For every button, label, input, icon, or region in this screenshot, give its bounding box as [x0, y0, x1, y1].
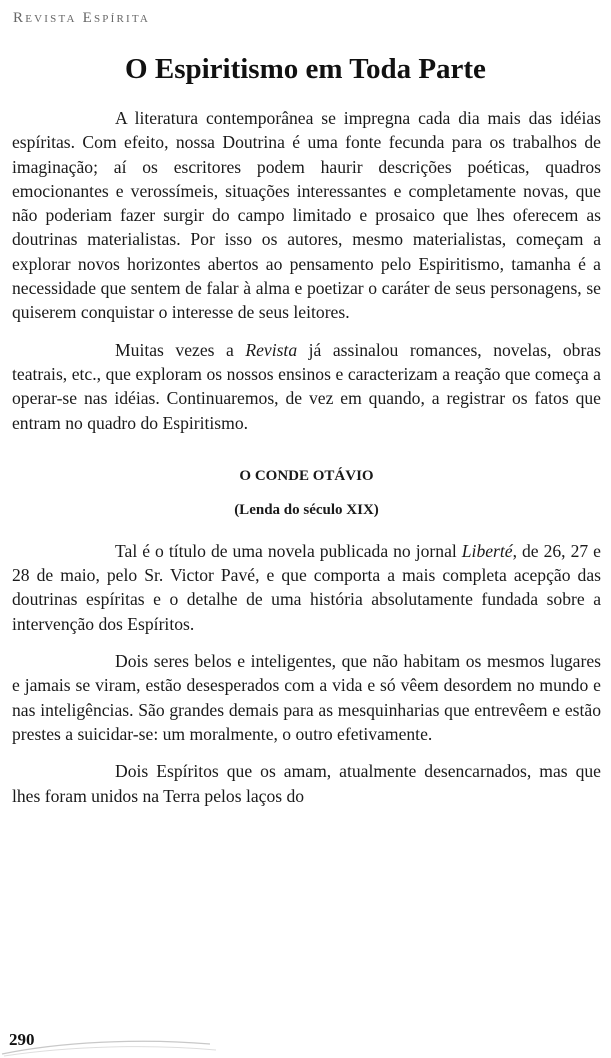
body-text [12, 106, 601, 808]
paragraph-4: Dois seres belos e inteligentes, que não habitam os mesmos lugares e jamais se viram, estão desesperados com a vida e só vêem desordem no mundo e nas inteligências. São grandes demais para as mesquinharias que entrevêem e estão prestes a suicidar-se: um moralmente, o outro efetivamente. [12, 651, 601, 744]
paragraph-1: A literatura contemporânea se impregna cada dia mais das idéias espíritas. Com efeito, nossa Doutrina é uma fonte fecunda para os trabalhos de imaginação; aí os escritores podem haurir descrições poéticas, quadros emocionantes e verossímeis, situações interessantes e completamente novas, que não poderiam fazer surgir do campo limitado e prosaico que lhes oferecem as doutrinas materialistas. Por isso os autores, mesmo materialistas, começam a explorar novos horizontes abertos ao pensamento pelo Espiritismo, tamanha é a necessidade que sentem de falar à alma e poetizar o caráter de seus personagens, se quiserem conquistar o interesse de seus leitores. [12, 108, 601, 323]
paragraph-2-italic: Revista [245, 339, 298, 360]
paragraph-2-text-after: já assinalou romances, novelas, obras teatrais, etc., que exploram os nossos ensinos e caracterizam a reação que começa a operar-se nas idéias. Continuaremos, de vez em quando, a registrar os fatos que entram no quadro do Espiritismo. [12, 339, 601, 433]
section-heading: O CONDE OTÁVIO [239, 467, 374, 484]
paragraph-2 [12, 338, 601, 435]
section-subheading: (Lenda do século XIX) [234, 501, 379, 518]
paragraph-5: Dois Espíritos que os amam, atualmente desencarnados, mas que lhes foram unidos na Terra pelos laços do [12, 761, 601, 806]
page-number: 290 [9, 1030, 35, 1049]
paragraph-3-text-after: , de 26, 27 e 28 de maio, pelo Sr. Victor Pavé, e que comporta a mais completa acepção das doutrinas espíritas e o detalhe de uma história absolutamente fundada sobre a intervenção dos Espíritos. [12, 540, 601, 634]
paragraph-2-text-before: Muitas vezes a [115, 339, 246, 360]
running-head: Revista Espírita [13, 10, 151, 26]
paragraph-3-text-before: Tal é o título de uma novela publicada no jornal [115, 540, 462, 561]
page-title: O Espiritismo em Toda Parte [125, 53, 486, 85]
paragraph-3-italic: Liberté [461, 540, 513, 561]
paragraph-3 [12, 539, 601, 636]
